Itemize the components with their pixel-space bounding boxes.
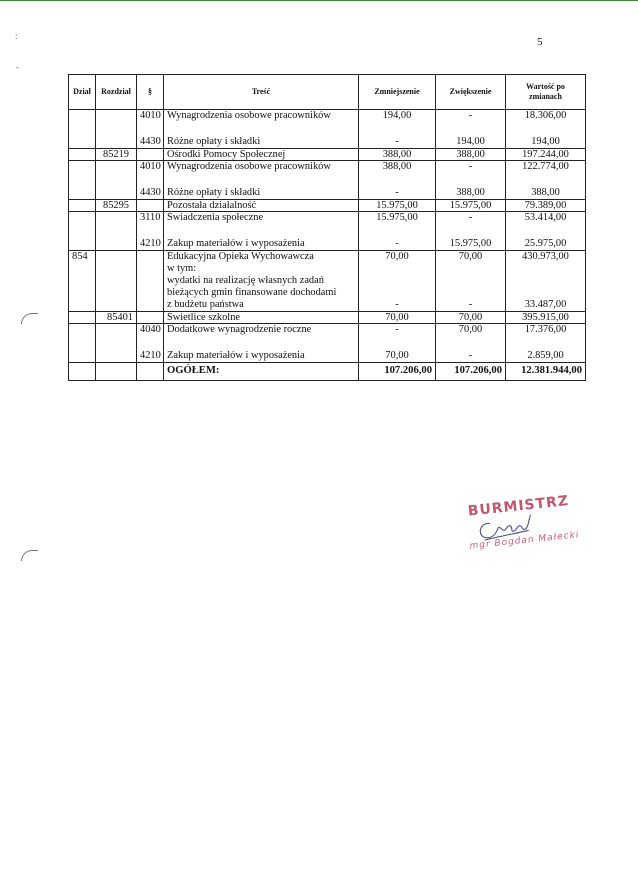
cell-dzial (69, 200, 96, 212)
table-header-row (69, 75, 586, 110)
cell-paragraf (137, 312, 164, 324)
cell-zwiekszenie: 70,00 (436, 312, 506, 324)
cell-zmniejszenie: 70,00 - (359, 251, 436, 312)
cell-zmniejszenie: - 70,00 (359, 324, 436, 363)
cell-tresc: Edukacyjna Opieka Wychowawcza w tym: wydatki na realizację własnych zadań bieżących gmin finansowane dochodami z budżetu państwa (164, 251, 359, 312)
cell-paragraf: 4040 4210 (137, 324, 164, 363)
cell-zwiekszenie: 70,00 - (436, 251, 506, 312)
cell-zmniejszenie: 15.975,00 - (359, 212, 436, 251)
page-top-edge (0, 0, 638, 1)
header-rozdzial: Rozdział (96, 75, 137, 110)
table-row (69, 161, 586, 200)
cell-zmniejszenie: 194,00 - (359, 110, 436, 149)
cell-rozdzial (96, 324, 137, 363)
table-row (69, 324, 586, 363)
cell-tresc: Świadczenia społeczne Zakup materiałów i wyposażenia (164, 212, 359, 251)
table-row (69, 200, 586, 212)
cell-tresc: Ośrodki Pomocy Społecznej (164, 149, 359, 161)
cell-zwiekszenie: 15.975,00 (436, 200, 506, 212)
cell-rozdzial: 85401 (96, 312, 137, 324)
cell-wartosc: 197.244,00 (506, 149, 586, 161)
cell-paragraf (137, 200, 164, 212)
scan-artifact (21, 313, 38, 324)
cell-rozdzial (96, 161, 137, 200)
header-zmniejszenie: Zmniejszenie (359, 75, 436, 110)
table-row (69, 312, 586, 324)
header-wartosc: Wartość po zmianach (506, 75, 586, 110)
stamp-name: mgr Bogdan Małecki (469, 530, 580, 552)
cell-rozdzial (96, 212, 137, 251)
cell-paragraf: 4010 4430 (137, 161, 164, 200)
cell-tresc: Wynagrodzenia osobowe pracowników Różne opłaty i składki (164, 110, 359, 149)
cell-dzial (69, 212, 96, 251)
cell-paragraf: 3110 4210 (137, 212, 164, 251)
cell-wartosc: 430.973,00 33.487,00 (506, 251, 586, 312)
cell-dzial (69, 324, 96, 363)
cell-zmniejszenie: 388,00 - (359, 161, 436, 200)
cell-zwiekszenie: 70,00 - (436, 324, 506, 363)
header-paragraf: § (137, 75, 164, 110)
table-row (69, 251, 586, 312)
mayor-stamp (459, 490, 605, 566)
cell-zwiekszenie: - 15.975,00 (436, 212, 506, 251)
scan-artifact (21, 550, 38, 561)
cell-tresc: Dodatkowe wynagrodzenie roczne Zakup materiałów i wyposażenia (164, 324, 359, 363)
stamp-title: BURMISTRZ (467, 493, 570, 520)
cell-wartosc: 17.376,00 2.859,00 (506, 324, 586, 363)
cell-rozdzial: 85219 (96, 149, 137, 161)
cell-dzial (69, 149, 96, 161)
table-row (69, 110, 586, 149)
cell-paragraf (137, 363, 164, 381)
budget-table (68, 74, 586, 381)
header-zwiekszenie: Zwiększenie (436, 75, 506, 110)
total-zmniejszenie: 107.206,00 (359, 363, 436, 381)
cell-zmniejszenie: 388,00 (359, 149, 436, 161)
scan-speck: : (15, 31, 18, 41)
cell-tresc: Świetlice szkolne (164, 312, 359, 324)
cell-tresc: Wynagrodzenia osobowe pracowników Różne opłaty i składki (164, 161, 359, 200)
cell-dzial (69, 161, 96, 200)
cell-dzial (69, 312, 96, 324)
cell-dzial (69, 363, 96, 381)
cell-wartosc: 53.414,00 25.975,00 (506, 212, 586, 251)
total-zwiekszenie: 107.206,00 (436, 363, 506, 381)
cell-zwiekszenie: 388,00 (436, 149, 506, 161)
cell-paragraf: 4010 4430 (137, 110, 164, 149)
cell-dzial: 854 (69, 251, 96, 312)
cell-wartosc: 18.306,00 194,00 (506, 110, 586, 149)
scan-speck: - (16, 62, 19, 72)
total-row (69, 363, 586, 381)
total-label: OGÓŁEM: (164, 363, 359, 381)
cell-rozdzial (96, 363, 137, 381)
cell-wartosc: 395.915,00 (506, 312, 586, 324)
cell-tresc: Pozostała działalność (164, 200, 359, 212)
header-tresc: Treść (164, 75, 359, 110)
cell-zwiekszenie: - 388,00 (436, 161, 506, 200)
cell-zwiekszenie: - 194,00 (436, 110, 506, 149)
table-row (69, 149, 586, 161)
page-number: 5 (537, 36, 543, 48)
cell-paragraf (137, 251, 164, 312)
cell-wartosc: 122.774,00 388,00 (506, 161, 586, 200)
cell-wartosc: 79.389,00 (506, 200, 586, 212)
cell-zmniejszenie: 15.975,00 (359, 200, 436, 212)
cell-zmniejszenie: 70,00 (359, 312, 436, 324)
table-row (69, 212, 586, 251)
header-dzial: Dział (69, 75, 96, 110)
cell-rozdzial: 85295 (96, 200, 137, 212)
cell-dzial (69, 110, 96, 149)
cell-paragraf (137, 149, 164, 161)
cell-rozdzial (96, 251, 137, 312)
total-wartosc: 12.381.944,00 (506, 363, 586, 381)
cell-rozdzial (96, 110, 137, 149)
